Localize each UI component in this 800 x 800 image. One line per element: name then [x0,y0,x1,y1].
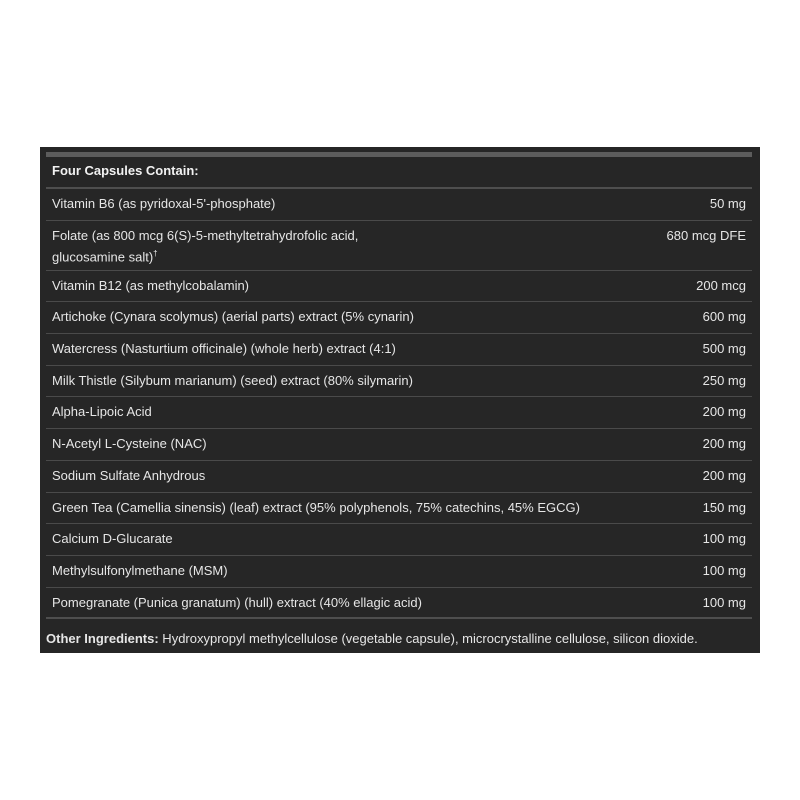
ingredient-amount: 100 mg [702,531,746,547]
other-ingredients-text: Hydroxypropyl methylcellulose (vegetable capsule), microcrystalline cellulose, silicon dioxide. [158,631,698,646]
ingredient-row [46,493,752,525]
other-ingredients [46,631,698,646]
ingredient-row [46,397,752,429]
ingredient-name: Milk Thistle (Silybum marianum) (seed) extract (80% silymarin) [52,372,413,388]
ingredient-row [46,334,752,366]
top-divider [46,152,752,157]
ingredient-name: Artichoke (Cynara scolymus) (aerial parts) extract (5% cynarin) [52,309,414,325]
ingredient-name: Watercress (Nasturtium officinale) (whole herb) extract (4:1) [52,341,396,357]
ingredient-amount: 200 mg [702,467,746,483]
ingredient-row [46,271,752,303]
ingredient-amount: 500 mg [702,341,746,357]
ingredient-name: Calcium D-Glucarate [52,531,173,547]
ingredient-name-line2: glucosamine salt) [52,249,154,265]
footnote-mark: † [153,248,158,258]
ingredient-row [46,302,752,334]
ingredient-amount: 50 mg [709,196,746,211]
ingredient-amount: 100 mg [702,594,746,610]
ingredient-name [52,227,358,266]
ingredient-amount: 200 mcg [696,277,746,293]
ingredient-row [46,556,752,588]
ingredient-name: Pomegranate (Punica granatum) (hull) extract (40% ellagic acid) [52,594,422,610]
ingredient-row [46,366,752,398]
ingredient-row [46,189,752,221]
ingredients-table [46,189,752,619]
ingredient-amount: 250 mg [702,372,746,388]
other-ingredients-label: Other Ingredients: [46,631,159,646]
ingredient-row [46,429,752,461]
ingredient-name: Vitamin B6 (as pyridoxal-5'-phosphate) [52,196,276,211]
ingredient-name: Green Tea (Camellia sinensis) (leaf) extract (95% polyphenols, 75% catechins, 45% EGCG) [52,499,580,515]
ingredient-row [46,461,752,493]
ingredient-name: N-Acetyl L-Cysteine (NAC) [52,436,207,452]
ingredient-amount: 100 mg [702,562,746,578]
ingredient-amount: 200 mg [702,436,746,452]
supplement-facts-panel [40,147,760,653]
ingredient-name: Methylsulfonylmethane (MSM) [52,562,228,578]
ingredient-amount: 680 mcg DFE [666,227,746,243]
ingredient-row [46,524,752,556]
ingredient-name: Vitamin B12 (as methylcobalamin) [52,277,250,293]
ingredient-amount: 200 mg [702,404,746,420]
serving-header: Four Capsules Contain: [52,163,199,178]
ingredient-amount: 150 mg [702,499,746,515]
ingredient-name: Sodium Sulfate Anhydrous [52,467,206,483]
ingredient-name-line1: Folate (as 800 mcg 6(S)-5-methyltetrahydrofolic acid, [52,227,359,243]
ingredient-name: Alpha-Lipoic Acid [52,404,152,420]
ingredient-amount: 600 mg [702,309,746,325]
ingredient-row [46,221,752,271]
ingredient-row [46,588,752,620]
